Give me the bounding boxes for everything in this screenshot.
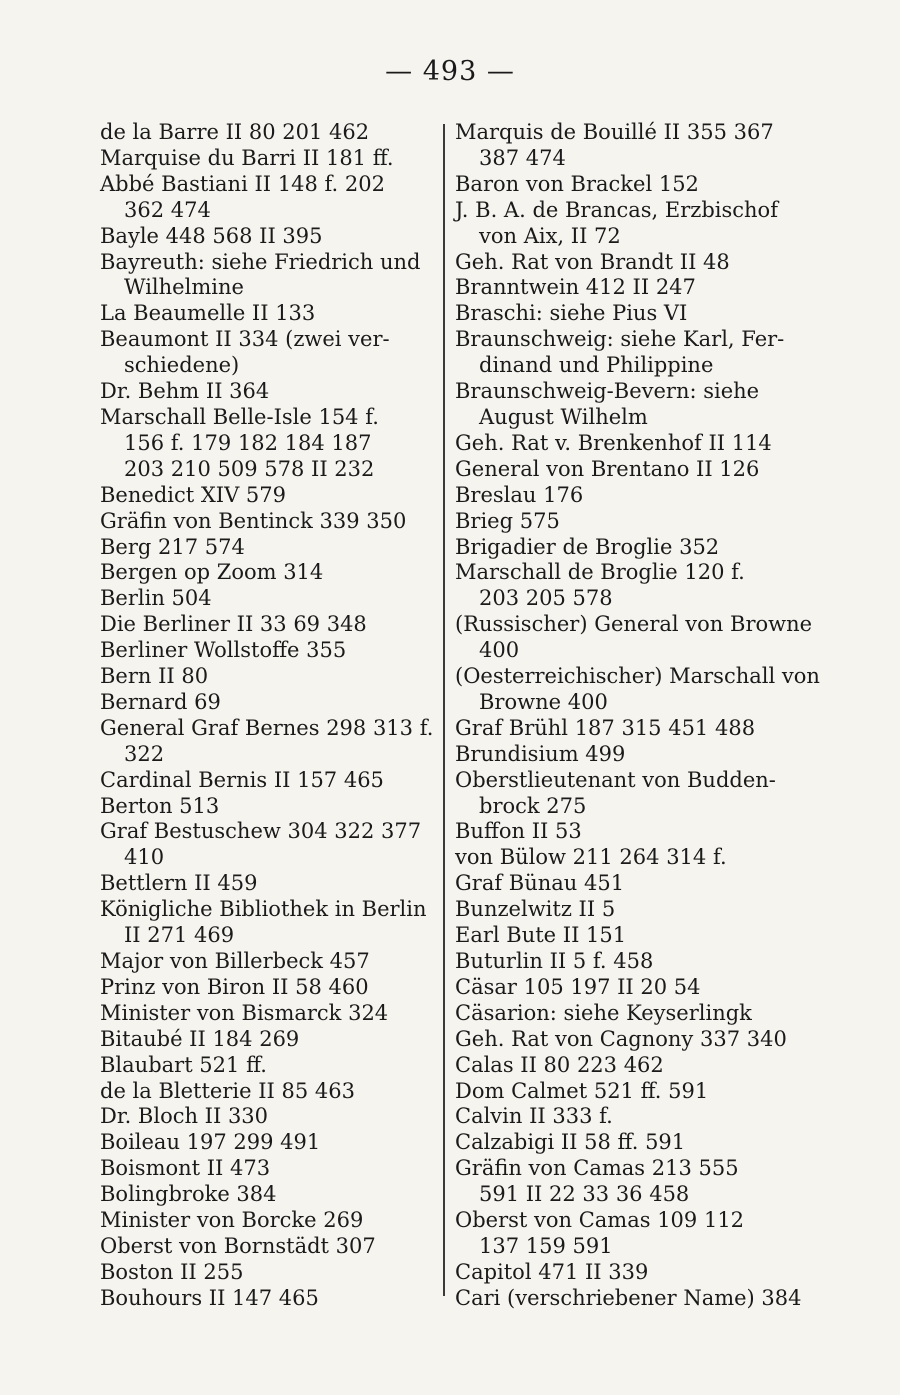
index-entry: Berlin 504 bbox=[100, 586, 212, 611]
index-entry: General von Brentano II 126 bbox=[455, 456, 760, 481]
index-entry: Calvin II 333 f. bbox=[455, 1104, 613, 1129]
index-entry: Oberst von Bornstädt 307 bbox=[100, 1233, 376, 1258]
index-entry: Dr. Behm II 364 bbox=[100, 379, 270, 404]
index-entry: Brundisium 499 bbox=[455, 741, 626, 766]
index-entry: Cari (verschriebener Name) 384 bbox=[455, 1285, 802, 1310]
index-entry: Brieg 575 bbox=[455, 508, 560, 533]
index-entry: Brigadier de Broglie 352 bbox=[455, 534, 720, 559]
index-entry: Gräfin von Camas 213 555 591 II 22 33 36 458 bbox=[455, 1156, 739, 1207]
index-entry: Geh. Rat v. Brenkenhof II 114 bbox=[455, 430, 772, 455]
index-entry: General Graf Bernes 298 313 f. 322 bbox=[100, 715, 434, 766]
index-entry: Breslau 176 bbox=[455, 482, 584, 507]
index-entry: Baron von Brackel 152 bbox=[455, 171, 699, 196]
index-entry: Graf Brühl 187 315 451 488 bbox=[455, 715, 756, 740]
index-entry: Branntwein 412 II 247 bbox=[455, 275, 696, 300]
index-entry: Minister von Borcke 269 bbox=[100, 1208, 364, 1233]
index-entry: Graf Bestuschew 304 322 377 410 bbox=[100, 819, 422, 870]
index-entry: Calzabigi II 58 ff. 591 bbox=[455, 1130, 686, 1155]
index-entry: Graf Bünau 451 bbox=[455, 871, 625, 896]
index-entry: Boston II 255 bbox=[100, 1259, 244, 1284]
index-entry: de la Barre II 80 201 462 bbox=[100, 120, 370, 144]
index-entry: Dom Calmet 521 ff. 591 bbox=[455, 1078, 709, 1103]
index-entry: Geh. Rat von Cagnony 337 340 bbox=[455, 1026, 787, 1051]
index-entry: Geh. Rat von Brandt II 48 bbox=[455, 249, 730, 274]
index-entry: Dr. Bloch II 330 bbox=[100, 1104, 269, 1129]
index-entry: Benedict XIV 579 bbox=[100, 482, 287, 507]
index-entry: Bergen op Zoom 314 bbox=[100, 560, 324, 585]
index-entry: Marschall Belle-Isle 154 f. 156 f. 179 182 184 187 203 210 509 578 II 232 bbox=[100, 404, 379, 481]
index-entry: Braschi: siehe Pius VI bbox=[455, 301, 688, 326]
index-entry: J. B. A. de Brancas, Erzbischof von Aix, II 72 bbox=[455, 197, 778, 248]
index-entry: Bayle 448 568 II 395 bbox=[100, 223, 323, 248]
index-entry: Bouhours II 147 465 bbox=[100, 1285, 319, 1310]
index-entry: Boileau 197 299 491 bbox=[100, 1130, 321, 1155]
index-entry: Bayreuth: siehe Friedrich und Wilhelmine bbox=[100, 249, 421, 300]
index-entry: Cäsar 105 197 II 20 54 bbox=[455, 974, 701, 999]
index-entry: Braunschweig: siehe Karl, Fer- dinand und Philippine bbox=[455, 327, 785, 378]
index-entry: La Beaumelle II 133 bbox=[100, 301, 316, 326]
index-entry: Marquise du Barri II 181 ff. bbox=[100, 145, 394, 170]
index-entry: Bitaubé II 184 269 bbox=[100, 1026, 300, 1051]
index-entry: Bettlern II 459 bbox=[100, 871, 258, 896]
index-entry: Bernard 69 bbox=[100, 689, 221, 714]
index-entry: Bolingbroke 384 bbox=[100, 1182, 277, 1207]
index-entry: Boismont II 473 bbox=[100, 1156, 271, 1181]
index-entry: Capitol 471 II 339 bbox=[455, 1259, 649, 1284]
index-entry: Oberst von Camas 109 112 137 159 591 bbox=[455, 1208, 745, 1258]
index-entry: Major von Billerbeck 457 bbox=[100, 949, 370, 973]
column-divider bbox=[443, 124, 445, 1296]
index-entry: Beaumont II 334 (zwei ver- schiedene) bbox=[100, 327, 390, 378]
index-entry: Blaubart 521 ff. bbox=[100, 1052, 267, 1077]
index-entry: Bern II 80 bbox=[100, 664, 209, 689]
index-entry: Minister von Bismarck 324 bbox=[100, 1000, 389, 1025]
index-entry: (Russischer) General von Browne 400 bbox=[455, 612, 813, 663]
index-entry: Gräfin von Bentinck 339 350 bbox=[100, 508, 407, 533]
index-entry: Berton 513 bbox=[100, 793, 220, 818]
index-entry: Prinz von Biron II 58 460 bbox=[100, 974, 369, 999]
index-entry: Buturlin II 5 f. 458 bbox=[455, 949, 654, 973]
index-entry: de la Bletterie II 85 463 bbox=[100, 1078, 355, 1103]
index-entry: Marquis de Bouillé II 355 367 387 474 bbox=[455, 120, 774, 170]
index-column-right bbox=[455, 120, 820, 1312]
index-column-left bbox=[100, 120, 435, 1312]
index-entry: Berliner Wollstoffe 355 bbox=[100, 638, 347, 663]
index-entry: Calas II 80 223 462 bbox=[455, 1052, 664, 1077]
index-entry: Oberstlieutenant von Budden- brock 275 bbox=[455, 767, 776, 818]
index-entry: Marschall de Broglie 120 f. 203 205 578 bbox=[455, 560, 745, 611]
index-entry: Earl Bute II 151 bbox=[455, 923, 627, 948]
index-entry: Die Berliner II 33 69 348 bbox=[100, 612, 367, 637]
index-entry: von Bülow 211 264 314 f. bbox=[455, 845, 727, 870]
index-entry: Cardinal Bernis II 157 465 bbox=[100, 767, 384, 792]
index-entry: Berg 217 574 bbox=[100, 534, 245, 559]
index-entry: Cäsarion: siehe Keyserlingk bbox=[455, 1000, 752, 1025]
index-entry: Buffon II 53 bbox=[455, 819, 582, 844]
index-entry: Abbé Bastiani II 148 f. 202 362 474 bbox=[100, 171, 385, 222]
index-entry: Königliche Bibliothek in Berlin II 271 469 bbox=[100, 897, 427, 948]
page-number: — 493 — bbox=[385, 56, 515, 87]
index-entry: Bunzelwitz II 5 bbox=[455, 897, 616, 922]
index-entry: Braunschweig-Bevern: siehe August Wilhelm bbox=[455, 379, 760, 429]
index-entry: (Oesterreichischer) Marschall von Browne 400 bbox=[455, 664, 820, 714]
